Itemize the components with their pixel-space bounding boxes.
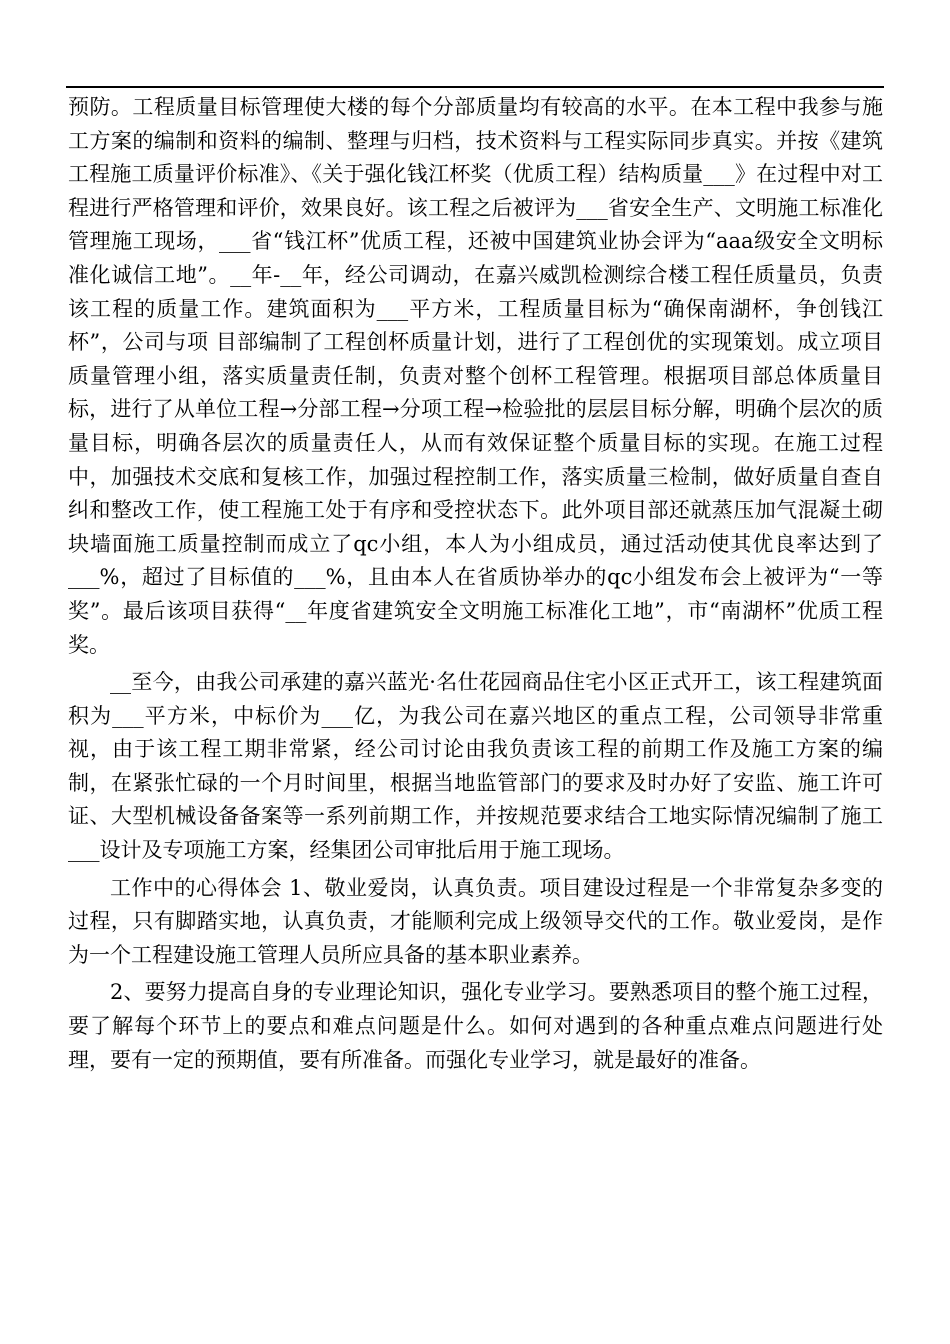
- paragraph-quality-management: 预防。工程质量目标管理使大楼的每个分部质量均有较高的水平。在本工程中我参与施工方案的编制和资料的编制、整理与归档，技术资料与工程实际同步真实。并按《建筑工程施工质量评价标准》、《关于强化钱江杯奖（优质工程）结构质量___》在过程中对工程进行严格管理和评价，效果良好。该工程之后被评为___省安全生产、文明施工标准化管理施工现场，___省“钱江杯”优质工程，还被中国建筑业协会评为“aaa级安全文明标准化诚信工地”。__年-__年，经公司调动，在嘉兴威凯检测综合楼工程任质量员，负责该工程的质量工作。建筑面积为___平方米，工程质量目标为“确保南湖杯，争创钱江杯”，公司与项 目部编制了工程创杯质量计划，进行了工程创优的实现策划。成立项目质量管理小组，落实质量责任制，负责对整个创杯工程管理。根据项目部总体质量目标，进行了从单位工程→分部工程→分项工程→检验批的层层目标分解，明确个层次的质量目标，明确各层次的质量责任人，从而有效保证整个质量目标的实现。在施工过程中，加强技术交底和复核工作，加强过程控制工作，落实质量三检制，做好质量自查自纠和整改工作，使工程施工处于有序和受控状态下。此外项目部还就蒸压加气混凝土砌块墙面施工质量控制而成立了qc小组，本人为小组成员，通过活动使其优良率达到了___%，超过了目标值的___%，且由本人在省质协举办的qc小组发布会上被评为“一等奖”。最后该项目获得“__年度省建筑安全文明施工标准化工地”，市“南湖杯”优质工程奖。: [68, 95, 883, 657]
- paragraph-experience-1: 工作中的心得体会 1、敬业爱岗，认真负责。项目建设过程是一个非常复杂多变的过程，只有脚踏实地，认真负责，才能顺利完成上级领导交代的工作。敬业爱岗，是作为一个工程建设施工管理人员所应具备的基本职业素养。: [68, 875, 883, 967]
- paragraph-experience-2: 2、要努力提高自身的专业理论知识，强化专业学习。要熟悉项目的整个施工过程，要了解每个环节上的要点和难点问题是什么。如何对遇到的各种重点难点问题进行处理，要有一定的预期值，要有所准备。而强化专业学习，就是最好的准备。: [68, 980, 883, 1072]
- document-body: [68, 91, 883, 1077]
- header-rule: [66, 86, 884, 88]
- paragraph-lanquang-project: __至今，由我公司承建的嘉兴蓝光·名仕花园商品住宅小区正式开工，该工程建筑面积为___平方米，中标价为___亿，为我公司在嘉兴地区的重点工程，公司领导非常重视，由于该工程工期非常紧，经公司讨论由我负责该工程的前期工作及施工方案的编制，在紧张忙碌的一个月时间里，根据当地监管部门的要求及时办好了安监、施工许可证、大型机械设备备案等一系列前期工作，并按规范要求结合工地实际情况编制了施工___设计及专项施工方案，经集团公司审批后用于施工现场。: [68, 670, 883, 863]
